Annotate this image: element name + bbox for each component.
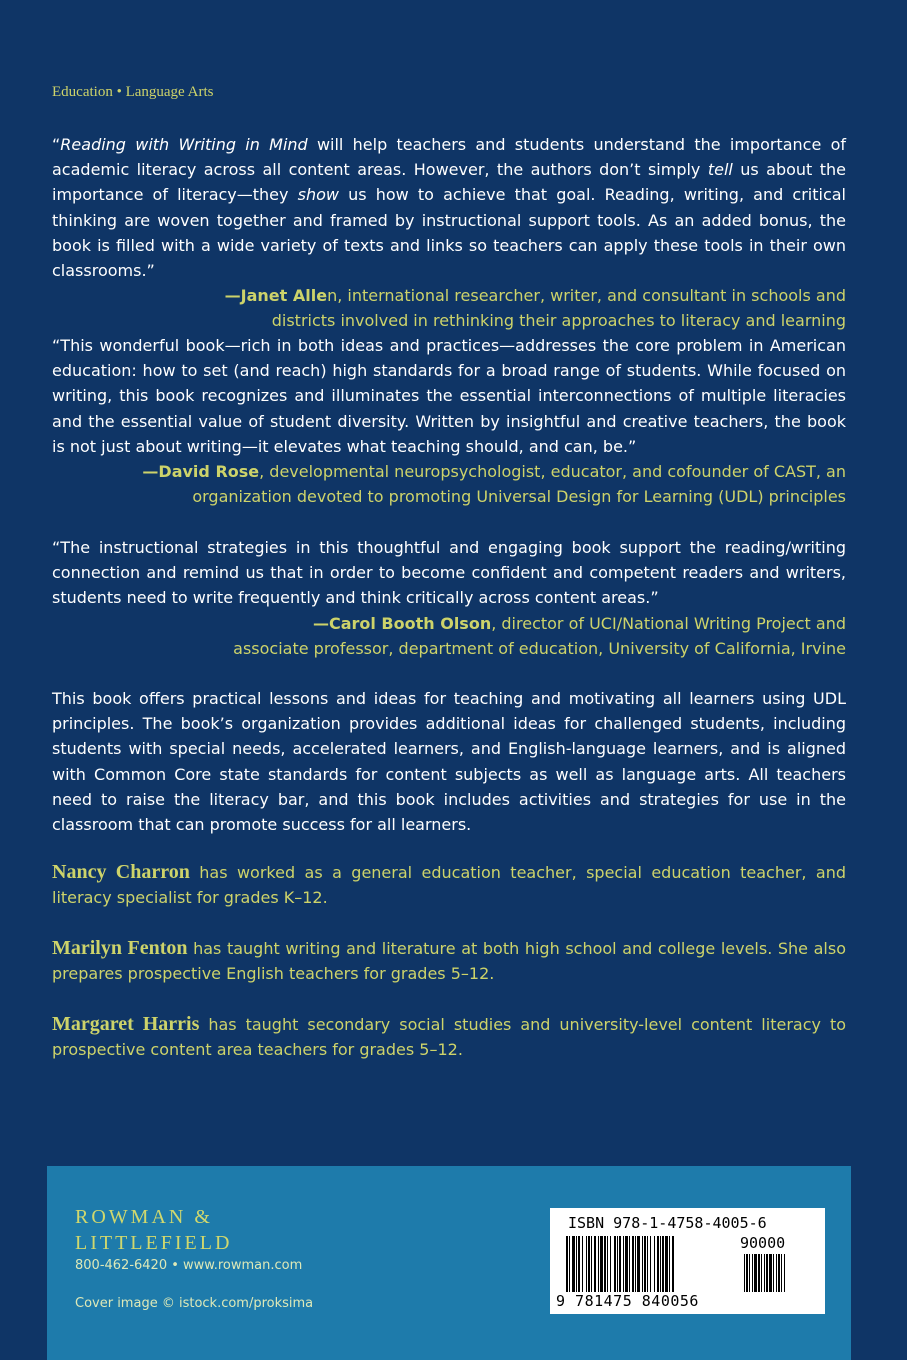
barcode-addon-bar: [778, 1254, 780, 1292]
barcode-addon-bar: [754, 1254, 757, 1292]
barcode-addon-bar: [764, 1254, 765, 1292]
author-bio-2: [52, 936, 846, 986]
endorser-title-cont: organization devoted to promoting Universal Design for Learning (UDL) principles: [192, 487, 846, 507]
barcode-bar: [582, 1236, 583, 1292]
endorser-title-cont: associate professor, department of education, University of California, Irvine: [233, 638, 846, 658]
endorser-name: —Janet Alle: [224, 286, 328, 306]
barcode-addon-bar: [781, 1254, 782, 1292]
barcode-bar: [654, 1236, 655, 1292]
author-name: Marilyn Fenton: [52, 937, 188, 959]
quote-text-segment: will help teachers and students understand the importance of academic literacy across all content areas. However, the authors don’t simply: [52, 135, 846, 180]
barcode-bar: [669, 1236, 670, 1292]
endorsement-2-text: “This wonderful book—rich in both ideas and practices—addresses the core problem in American education: how to set (and reach) high standards for a broad range of students. While focused on writing, this book recognizes and illuminates the essential interconnections of multiple literacies and the essential value of student diversity. Written by insightful and creative teachers, the book is not just about writing—it elevates what teaching should, and can, be.”: [52, 336, 846, 456]
barcode-addon-bar: [761, 1254, 762, 1292]
author-bio-text: has taught secondary social studies and university-level content literacy to prospective content area teachers for grades 5–12.: [52, 1015, 847, 1060]
barcode-bar: [637, 1236, 640, 1292]
endorser-title: , director of UCI/National Writing Project and: [491, 613, 846, 633]
barcode-bar: [650, 1236, 651, 1292]
barcode-bar: [604, 1236, 606, 1292]
barcode-bar: [598, 1236, 599, 1292]
author-bio-text: has taught writing and literature at both high school and college levels. She also prepares prospective English teachers for grades 5–12.: [52, 939, 846, 984]
barcode-bar: [591, 1236, 592, 1292]
endorser-name: —Carol Booth Olson: [312, 613, 492, 633]
barcode-bar: [660, 1236, 661, 1292]
author-bio-3: [52, 1012, 846, 1062]
isbn-barcode: [550, 1208, 825, 1314]
barcode-bar: [569, 1236, 570, 1292]
barcode-bar: [657, 1236, 659, 1292]
barcode-addon: 90000: [740, 1234, 786, 1252]
author-name: Nancy Charron: [52, 861, 190, 883]
endorsement-2: [52, 333, 846, 509]
barcode-bar: [607, 1236, 608, 1292]
endorsement-1-attribution: [52, 283, 846, 333]
barcode-bar: [594, 1236, 596, 1292]
barcode-bar: [600, 1236, 603, 1292]
publisher-footer: [47, 1166, 851, 1360]
barcode-bar: [629, 1236, 630, 1292]
barcode-bar: [632, 1236, 634, 1292]
barcode-addon-bar: [766, 1254, 768, 1292]
emphasized-text: Reading with Writing in Mind: [60, 135, 308, 154]
barcode-bar: [576, 1236, 577, 1292]
cover-credit: Cover image © istock.com/proksima: [75, 1296, 314, 1311]
category-label: Education • Language Arts: [52, 84, 214, 100]
endorsement-2-attribution: [52, 459, 846, 509]
barcode-addon-bar: [769, 1254, 772, 1292]
author-bio-text: has worked as a general education teacher, special education teacher, and literacy specialist for grades K–12.: [52, 863, 847, 908]
author-name: Margaret Harris: [52, 1013, 200, 1035]
barcode-bar: [578, 1236, 580, 1292]
publisher-name-line2: LITTLEFIELD: [75, 1232, 233, 1254]
quote-text-segment: “: [52, 135, 61, 154]
isbn-label: ISBN 978-1-4758-4005-6: [568, 1214, 767, 1232]
barcode-addon-bar: [776, 1254, 777, 1292]
barcode-bar: [566, 1236, 568, 1292]
publisher-name-line1: ROWMAN &: [75, 1206, 213, 1228]
emphasized-text: tell: [707, 160, 733, 180]
barcode-addon-bar: [758, 1254, 760, 1292]
quote-text-segment: us about the importance of literacy—they: [52, 160, 847, 205]
endorser-title: n, international researcher, writer, and consultant in schools and: [327, 286, 846, 306]
endorsement-3-text: “The instructional strategies in this thoughtful and engaging book support the reading/writing connection and remind us that in order to become confident and competent readers and writers, students need to write frequently and think critically across content areas.”: [52, 538, 846, 608]
endorsement-1: [52, 132, 846, 334]
barcode-addon-bar: [752, 1254, 753, 1292]
barcode-digits: 9 781475 840056: [556, 1292, 699, 1310]
book-description: [52, 686, 846, 837]
barcode-bar: [647, 1236, 648, 1292]
barcode-bar: [572, 1236, 575, 1292]
barcode-bar: [672, 1236, 674, 1292]
endorsement-3: [52, 535, 846, 661]
emphasized-text: show: [297, 185, 339, 205]
barcode-bar: [623, 1236, 624, 1292]
description-text: This book offers practical lessons and ideas for teaching and motivating all learners using UDL principles. The book’s organization provides additional ideas for challenged students, including students with special needs, accelerated learners, and English-language learners, and is aligned with Common Core state standards for content subjects as well as language arts. All teachers need to raise the literacy bar, and this book includes activities and strategies for use in the classroom that can promote success for all learners.: [52, 689, 846, 835]
publisher-contact: 800-462-6420 • www.rowman.com: [75, 1258, 303, 1273]
endorsement-3-attribution: [52, 611, 846, 661]
barcode-bar: [642, 1236, 643, 1292]
endorsement-1-text: [52, 132, 846, 283]
barcode-bar: [588, 1236, 590, 1292]
barcode-addon-bar: [749, 1254, 750, 1292]
barcode-bar: [614, 1236, 616, 1292]
barcode-bar: [619, 1236, 621, 1292]
barcode-bar: [644, 1236, 646, 1292]
barcode-bar: [610, 1236, 611, 1292]
barcode-bar: [635, 1236, 636, 1292]
barcode-addon-bar: [773, 1254, 774, 1292]
barcode-addon-bar: [784, 1254, 785, 1292]
endorser-title-cont: districts involved in rethinking their approaches to literacy and learning: [271, 311, 846, 331]
barcode-bar: [665, 1236, 668, 1292]
quote-text-segment: us how to achieve that goal. Reading, writing, and critical thinking are woven together and framed by instructional support tools. As an added bonus, the book is filled with a wide variety of texts and links so teachers can apply these tools in their own classrooms.”: [52, 185, 846, 281]
endorser-name: —David Rose: [142, 462, 260, 482]
author-bio-1: [52, 860, 846, 910]
barcode-bar: [662, 1236, 664, 1292]
endorser-title: , developmental neuropsychologist, educator, and cofounder of CAST, an: [259, 462, 846, 482]
barcode-addon-bar: [744, 1254, 745, 1292]
barcode-bar: [617, 1236, 618, 1292]
barcode-bar: [586, 1236, 587, 1292]
barcode-bar: [625, 1236, 628, 1292]
barcode-addon-bar: [746, 1254, 748, 1292]
